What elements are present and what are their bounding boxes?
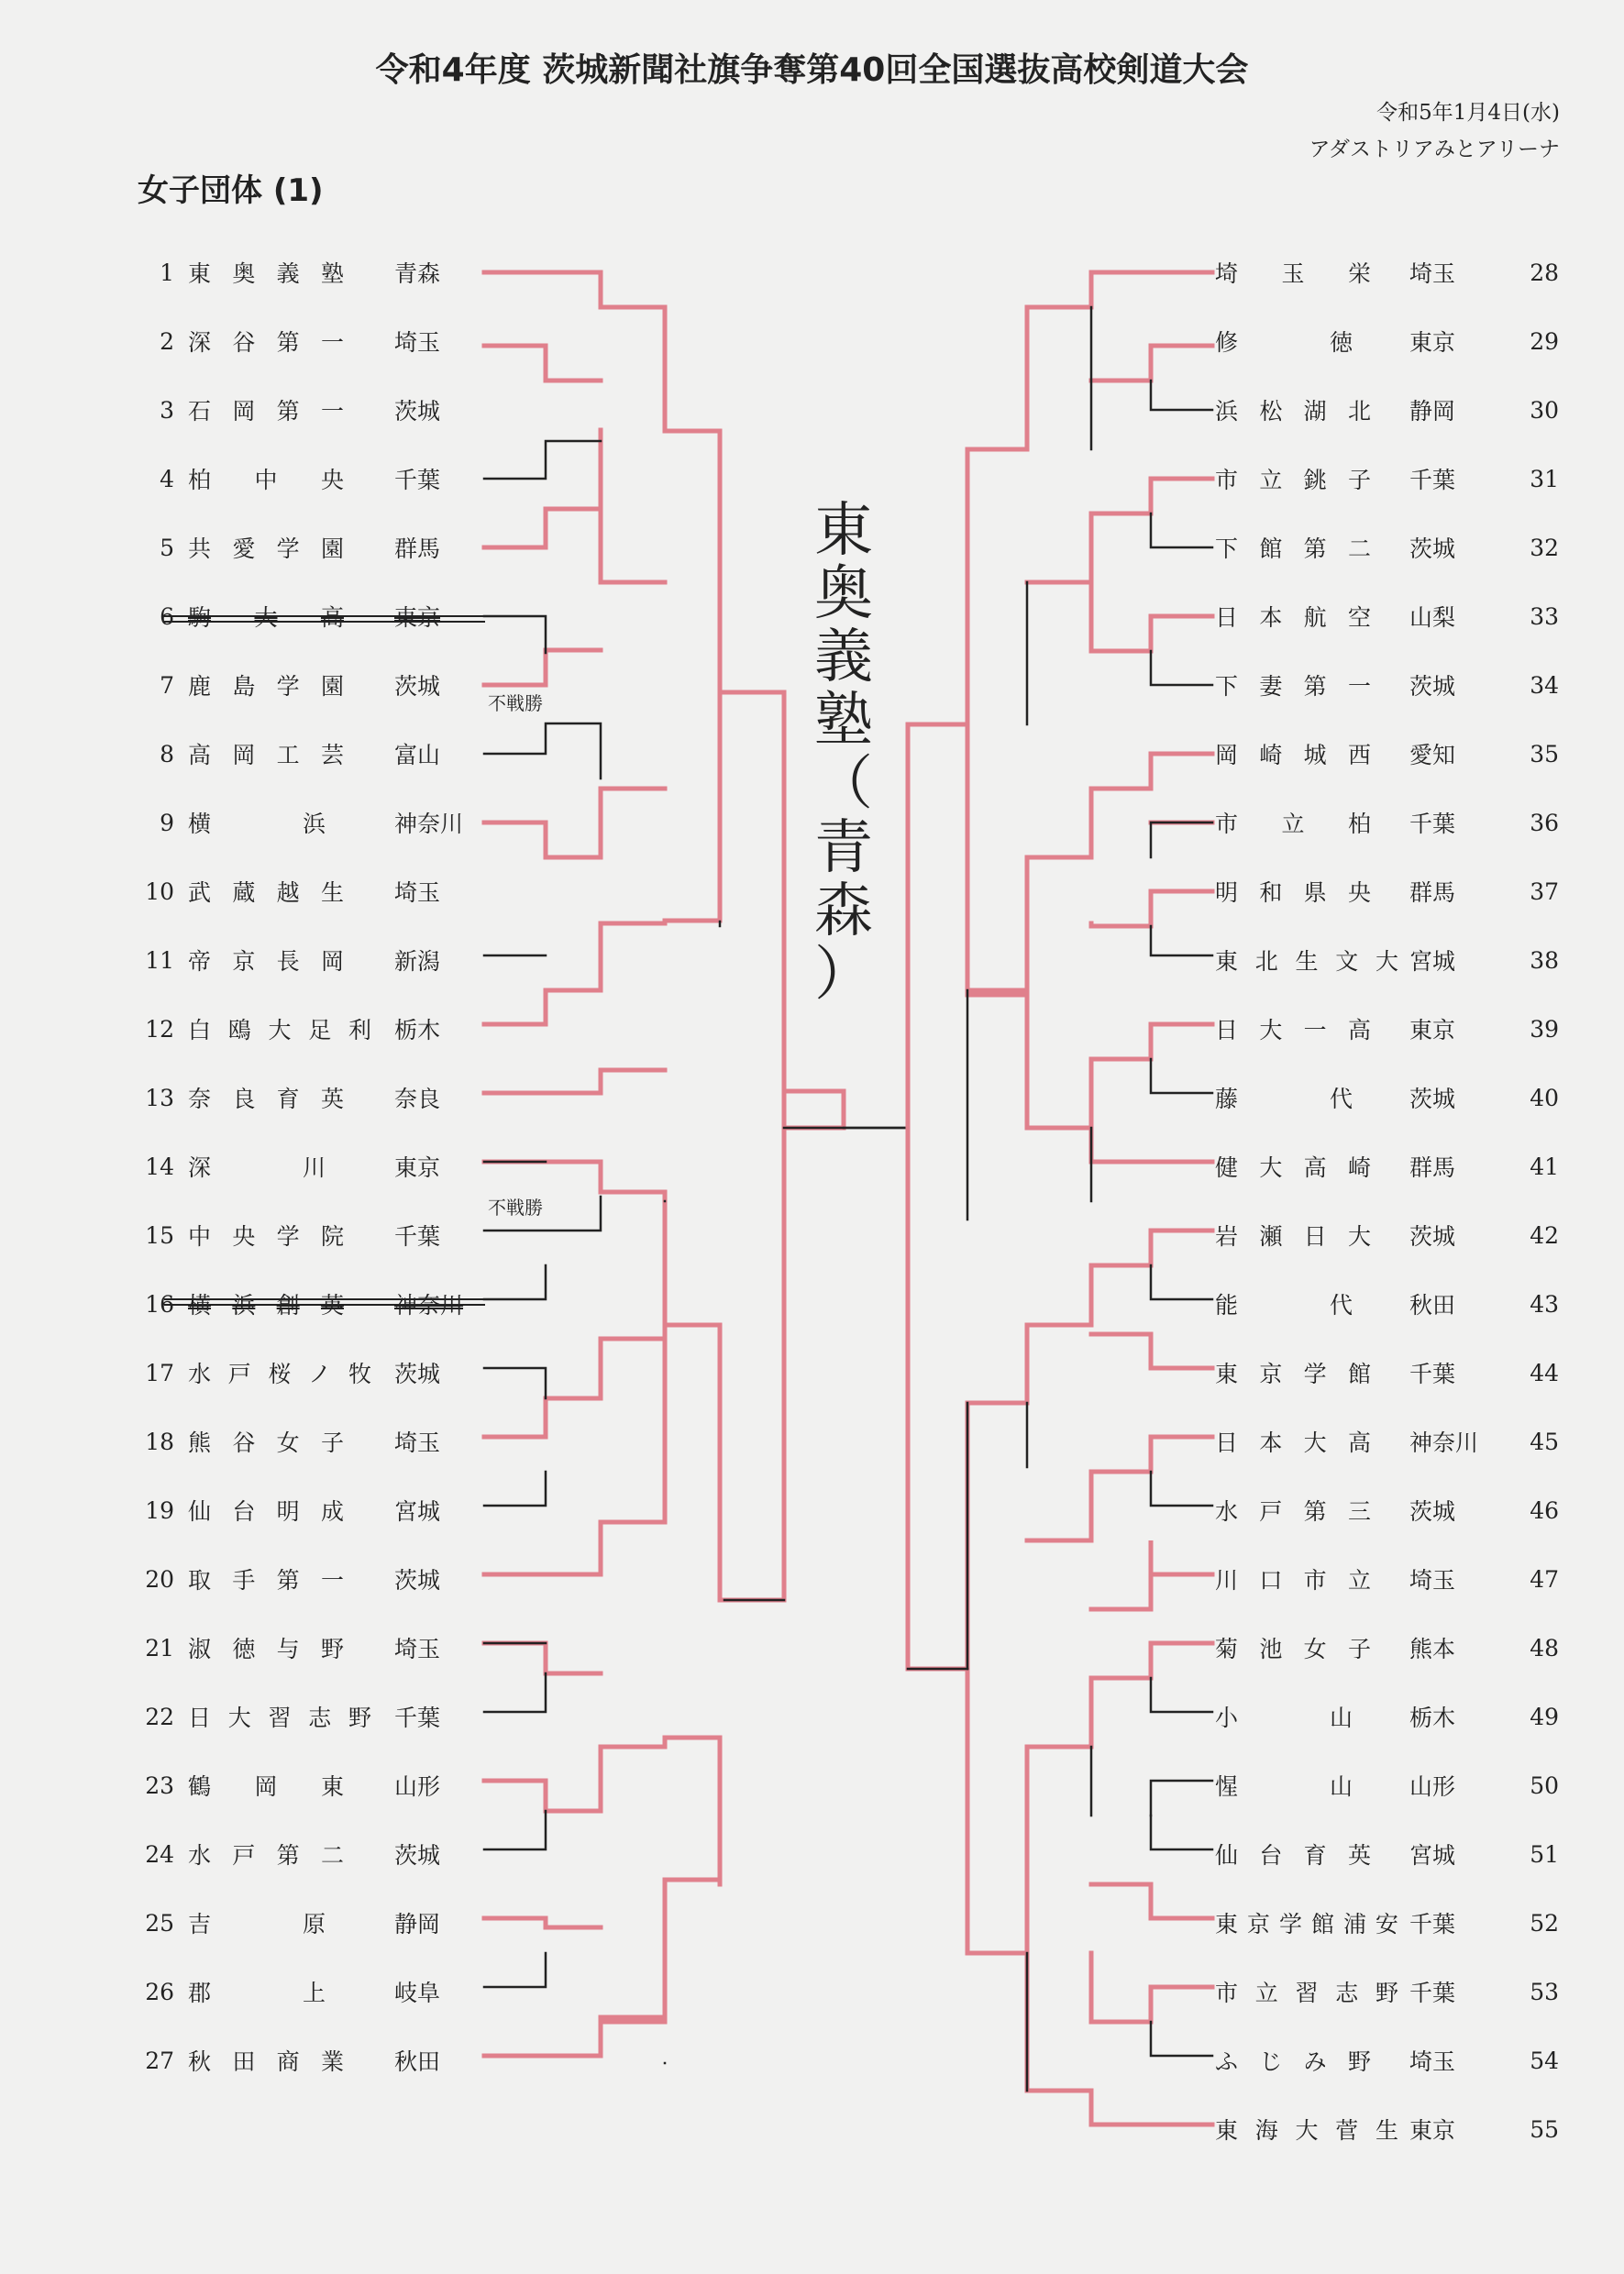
champion-char: 奥 — [814, 560, 873, 629]
seed-number: 20 — [145, 1565, 174, 1593]
prefecture: 山形 — [1409, 1773, 1456, 1800]
seed-number: 53 — [1530, 1978, 1559, 2005]
team-name: 郡 上 — [188, 1980, 326, 2006]
team-name: 駒 大 高 — [188, 604, 344, 631]
seed-number: 32 — [1530, 534, 1559, 561]
champion-char: 東 — [814, 497, 873, 565]
team-name: 柏 中 央 — [188, 467, 344, 493]
seed-number: 13 — [145, 1084, 174, 1111]
seed-number: 19 — [145, 1496, 174, 1524]
team-name: 仙 台 育 英 — [1215, 1842, 1371, 1869]
team-name: 奈 良 育 英 — [188, 1086, 344, 1112]
prefecture: 新潟 — [394, 948, 441, 975]
team-name: 横 浜 創 英 — [188, 1292, 344, 1319]
seed-number: 43 — [1530, 1290, 1559, 1318]
prefecture: 山梨 — [1409, 604, 1456, 631]
prefecture: 群馬 — [1409, 879, 1456, 906]
prefecture: 東京 — [394, 604, 441, 631]
prefecture: 埼玉 — [1409, 2048, 1456, 2075]
seed-number: 37 — [1530, 878, 1559, 905]
prefecture: 千葉 — [394, 1705, 441, 1731]
team-name: 藤 代 — [1215, 1086, 1353, 1112]
seed-number: 11 — [145, 946, 174, 974]
seed-number: 35 — [1530, 740, 1559, 767]
prefecture: 茨城 — [1409, 535, 1456, 562]
prefecture: 千葉 — [1409, 1980, 1456, 2006]
team-name: 横 浜 — [188, 811, 326, 837]
seed-number: 38 — [1530, 946, 1559, 974]
team-name: 吉 原 — [188, 1911, 326, 1937]
team-name: 小 山 — [1215, 1705, 1353, 1731]
prefecture: 青森 — [394, 260, 441, 287]
seed-number: 21 — [145, 1634, 174, 1661]
seed-number: 40 — [1530, 1084, 1559, 1111]
team-name: 高 岡 工 芸 — [188, 742, 344, 768]
prefecture: 栃木 — [1409, 1705, 1456, 1731]
prefecture: 山形 — [394, 1773, 441, 1800]
seed-number: 31 — [1530, 465, 1559, 492]
prefecture: 埼玉 — [1409, 1567, 1456, 1594]
prefecture: 東京 — [1409, 1017, 1456, 1043]
team-name: 埼 玉 栄 — [1215, 260, 1371, 287]
prefecture: 埼玉 — [1409, 260, 1456, 287]
prefecture: 神奈川 — [394, 811, 464, 837]
seed-number: 23 — [145, 1772, 174, 1799]
prefecture: 群馬 — [394, 535, 441, 562]
prefecture: 千葉 — [1409, 1361, 1456, 1387]
champion-char: 塾 — [814, 687, 873, 756]
seed-number: 6 — [160, 602, 174, 630]
prefecture: 東京 — [394, 1154, 441, 1181]
team-name: 岩 瀬 日 大 — [1215, 1223, 1371, 1250]
seed-number: 12 — [145, 1015, 174, 1043]
champion-char: 青 — [814, 813, 873, 882]
prefecture: 茨城 — [394, 673, 441, 700]
prefecture: 茨城 — [1409, 673, 1456, 700]
team-name: 修 徳 — [1215, 329, 1353, 356]
seed-number: 26 — [145, 1978, 174, 2005]
team-name: 白 鴎 大 足 利 — [188, 1017, 371, 1043]
team-name: 日 本 航 空 — [1215, 604, 1371, 631]
prefecture: 群馬 — [1409, 1154, 1456, 1181]
team-name: 帝 京 長 岡 — [188, 948, 344, 975]
team-name: 水 戸 第 三 — [1215, 1498, 1371, 1525]
team-name: 菊 池 女 子 — [1215, 1636, 1371, 1662]
team-name: 熊 谷 女 子 — [188, 1430, 344, 1456]
seed-number: 28 — [1530, 259, 1559, 286]
seed-number: 48 — [1530, 1634, 1559, 1661]
seed-number: 55 — [1530, 2115, 1559, 2143]
seed-number: 45 — [1530, 1428, 1559, 1455]
team-name: 健 大 高 崎 — [1215, 1154, 1371, 1181]
prefecture: 静岡 — [1409, 398, 1456, 425]
team-name: 共 愛 学 園 — [188, 535, 344, 562]
seed-number: 34 — [1530, 671, 1559, 699]
seed-number: 41 — [1530, 1153, 1559, 1180]
seed-number: 9 — [160, 809, 174, 836]
seed-number: 22 — [145, 1703, 174, 1730]
seed-number: 4 — [160, 465, 174, 492]
champion-char: 森 — [814, 877, 873, 945]
seed-number: 30 — [1530, 396, 1559, 424]
seed-number: 3 — [160, 396, 174, 424]
seed-number: 2 — [160, 327, 174, 355]
prefecture: 千葉 — [1409, 467, 1456, 493]
prefecture: 神奈川 — [394, 1292, 464, 1319]
team-name: 深 川 — [188, 1154, 326, 1181]
seed-number: 42 — [1530, 1221, 1559, 1249]
seed-number: 7 — [160, 671, 174, 699]
team-name: 日 大 習 志 野 — [188, 1705, 371, 1731]
team-name: 日 本 大 高 — [1215, 1430, 1371, 1456]
team-name: 東 京 学 館 — [1215, 1361, 1371, 1387]
walkover-label: 不戦勝 — [488, 1197, 543, 1219]
event-date: 令和5年1月4日(水) — [1376, 101, 1560, 125]
team-name: 下 館 第 二 — [1215, 535, 1371, 562]
team-name: 東 京 学 館 浦 安 — [1215, 1911, 1398, 1937]
prefecture: 岐阜 — [394, 1980, 441, 2006]
seed-number: 46 — [1530, 1496, 1559, 1524]
champion-char: ） — [814, 940, 873, 1009]
seed-number: 14 — [145, 1153, 174, 1180]
seed-number: 54 — [1530, 2047, 1559, 2074]
prefecture: 愛知 — [1409, 742, 1456, 768]
prefecture: 茨城 — [1409, 1223, 1456, 1250]
prefecture: 秋田 — [1409, 1292, 1456, 1319]
champion-char: 義 — [814, 624, 873, 692]
team-name: 仙 台 明 成 — [188, 1498, 344, 1525]
prefecture: 宮城 — [1409, 1842, 1456, 1869]
team-name: 日 大 一 高 — [1215, 1017, 1371, 1043]
team-name: 淑 徳 与 野 — [188, 1636, 344, 1662]
prefecture: 茨城 — [394, 1842, 441, 1869]
prefecture: 神奈川 — [1409, 1430, 1479, 1456]
prefecture: 千葉 — [1409, 1911, 1456, 1937]
seed-number: 10 — [145, 878, 174, 905]
prefecture: 茨城 — [394, 398, 441, 425]
team-name: 川 口 市 立 — [1215, 1567, 1371, 1594]
prefecture: 東京 — [1409, 2117, 1456, 2144]
page-title: 令和4年度 茨城新聞社旗争奪第40回全国選抜高校剣道大会 — [375, 51, 1249, 89]
seed-number: 5 — [160, 534, 174, 561]
team-name: 取 手 第 一 — [188, 1567, 344, 1594]
team-name: 岡 崎 城 西 — [1215, 742, 1371, 768]
prefecture: 宮城 — [394, 1498, 441, 1525]
team-name: 武 蔵 越 生 — [188, 879, 344, 906]
seed-number: 52 — [1530, 1909, 1559, 1937]
seed-number: 36 — [1530, 809, 1559, 836]
seed-number: 33 — [1530, 602, 1559, 630]
seed-number: 47 — [1530, 1565, 1559, 1593]
prefecture: 秋田 — [394, 2048, 441, 2075]
seed-number: 17 — [145, 1359, 174, 1386]
event-venue: アダストリアみとアリーナ — [1309, 138, 1560, 161]
team-name: 下 妻 第 一 — [1215, 673, 1371, 700]
prefecture: 栃木 — [394, 1017, 441, 1043]
seed-number: 15 — [145, 1221, 174, 1249]
team-name: 明 和 県 央 — [1215, 879, 1371, 906]
team-name: 惺 山 — [1215, 1773, 1353, 1800]
seed-number: 1 — [160, 259, 174, 286]
prefecture: 埼玉 — [394, 879, 441, 906]
team-name: 浜 松 湖 北 — [1215, 398, 1371, 425]
team-name: 鹿 島 学 園 — [188, 673, 344, 700]
division-title: 女子団体 (1) — [138, 172, 324, 209]
seed-number: 29 — [1530, 327, 1559, 355]
team-name: 市 立 習 志 野 — [1215, 1980, 1398, 2006]
team-name: 市 立 柏 — [1215, 811, 1371, 837]
team-name: 市 立 銚 子 — [1215, 467, 1371, 493]
team-name: 東 海 大 菅 生 — [1215, 2117, 1398, 2144]
prefecture: 東京 — [1409, 329, 1456, 356]
prefecture: 奈良 — [394, 1086, 441, 1112]
team-name: 鶴 岡 東 — [188, 1773, 344, 1800]
prefecture: 埼玉 — [394, 1636, 441, 1662]
team-name: 石 岡 第 一 — [188, 398, 344, 425]
seed-number: 44 — [1530, 1359, 1559, 1386]
team-name: 秋 田 商 業 — [188, 2048, 344, 2075]
seed-number: 8 — [160, 740, 174, 767]
seed-number: 49 — [1530, 1703, 1559, 1730]
seed-number: 27 — [145, 2047, 174, 2074]
prefecture: 富山 — [394, 742, 441, 768]
team-name: ふ じ み 野 — [1215, 2048, 1371, 2075]
prefecture: 埼玉 — [394, 329, 441, 356]
prefecture: 千葉 — [1409, 811, 1456, 837]
team-name: 東 奥 義 塾 — [188, 260, 344, 287]
seed-number: 39 — [1530, 1015, 1559, 1043]
team-name: 能 代 — [1215, 1292, 1353, 1319]
team-name: 東 北 生 文 大 — [1215, 948, 1398, 975]
prefecture: 千葉 — [394, 1223, 441, 1250]
seed-number: 16 — [145, 1290, 174, 1318]
team-name: 水 戸 桜 ノ 牧 — [188, 1361, 371, 1387]
prefecture: 宮城 — [1409, 948, 1456, 975]
prefecture: 茨城 — [1409, 1086, 1456, 1112]
prefecture: 茨城 — [394, 1361, 441, 1387]
seed-number: 51 — [1530, 1840, 1559, 1868]
seed-number: 24 — [145, 1840, 174, 1868]
walkover-label: 不戦勝 — [488, 692, 543, 714]
prefecture: 千葉 — [394, 467, 441, 493]
seed-number: 18 — [145, 1428, 174, 1455]
prefecture: 熊本 — [1409, 1636, 1456, 1662]
prefecture: 茨城 — [394, 1567, 441, 1594]
team-name: 深 谷 第 一 — [188, 329, 344, 356]
champion-char: （ — [814, 750, 873, 819]
team-name: 中 央 学 院 — [188, 1223, 344, 1250]
prefecture: 静岡 — [394, 1911, 441, 1937]
team-name: 水 戸 第 二 — [188, 1842, 344, 1869]
seed-number: 50 — [1530, 1772, 1559, 1799]
seed-number: 25 — [145, 1909, 174, 1937]
prefecture: 埼玉 — [394, 1430, 441, 1456]
prefecture: 茨城 — [1409, 1498, 1456, 1525]
